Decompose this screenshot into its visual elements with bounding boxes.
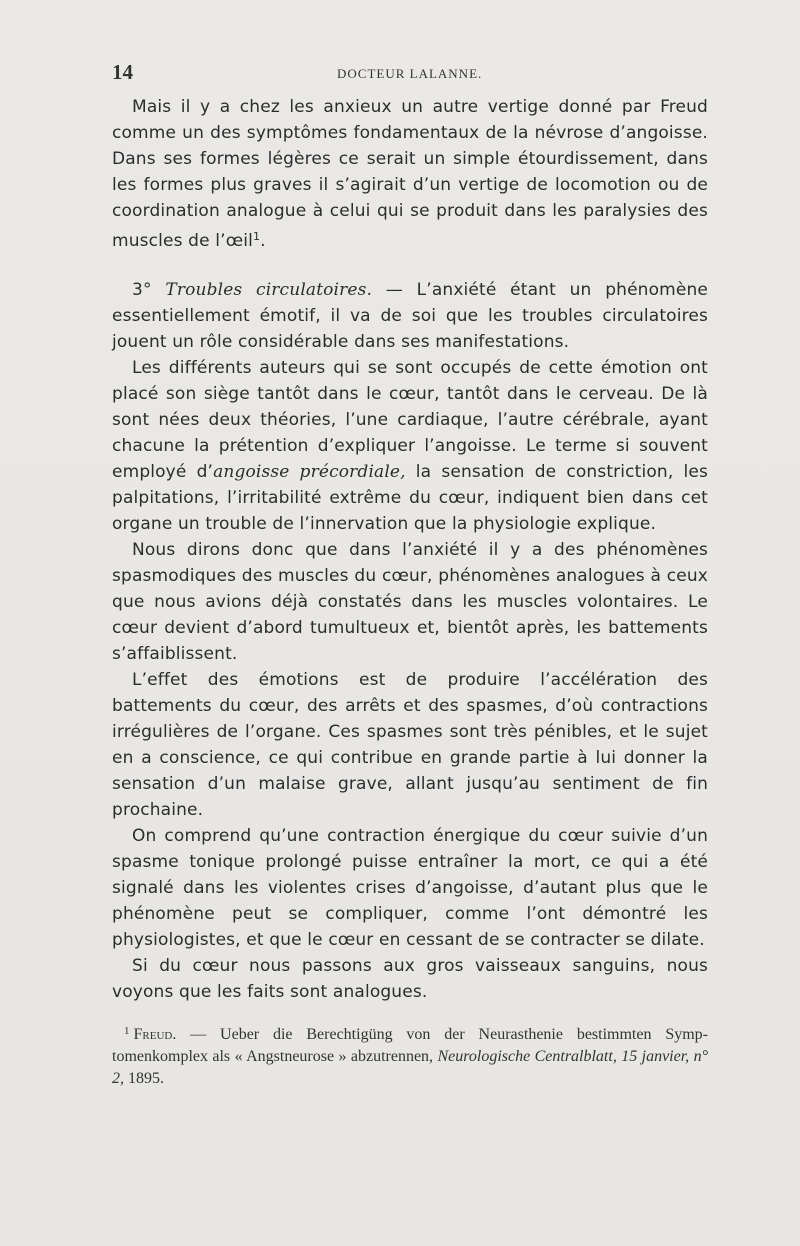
paragraph-6: On comprend qu’une contraction énergique du cœur suivie d’un spasme tonique prolongé puisse entraîner la mort, ce qui a été signalé dans les violentes crises d’angoisse, d’autant plus que le phénomène peut se compliquer, comme l’ont démontré les physiologistes, et que le cœur en cessant de se contracter se dilate.: [112, 826, 708, 950]
footnote-mark: 1: [124, 1025, 130, 1037]
footnote-reference[interactable]: 1: [253, 230, 261, 243]
paragraph-4: Nous dirons donc que dans l’anxiété il y a des phénomènes spasmodiques des muscles du cœur, phénomènes analogues à ceux que nous avions déjà constatés dans les muscles volontaires. Le cœur devient d’abord tumultueux et, bientôt après, les battements s’affaiblissent.: [112, 540, 708, 664]
section-number: 3°: [132, 280, 166, 300]
section-heading: Troubles circulatoires.: [165, 280, 373, 300]
paragraph-1-end: .: [260, 231, 266, 251]
footnote-year: 1895.: [124, 1070, 164, 1087]
footnote-author: Freud.: [133, 1026, 177, 1043]
paragraph-5: L’effet des émotions est de produire l’accélération des battements du cœur, des arrêts et des spasmes, d’où contractions irrégulières de l’organe. Ces spasmes sont très pénibles, et le sujet en a conscience, ce qui contribue en grande partie à lui donner la sensation d’un malaise grave, allant jusqu’au sentiment de fin prochaine.: [112, 670, 708, 820]
footnote-journal: Neurologische Centralblatt, 15 janvier, n° 2,: [112, 1048, 708, 1087]
paragraph-2: [112, 277, 708, 355]
paragraph-3: [112, 355, 708, 537]
emphasis-term: angoisse précordiale,: [213, 462, 406, 482]
footnotes: [112, 1020, 708, 1090]
paragraph-2-text: — L’anxiété étant un phénomène essentiellement émotif, il va de soi que les troubles circulatoires jouent un rôle considérable dans ses manifestations.: [112, 280, 709, 352]
body-text: [112, 94, 708, 1005]
footnote-1: [112, 1020, 708, 1090]
page-number: 14: [112, 60, 133, 84]
running-head: [112, 60, 712, 86]
paragraph-3-before: Les différents auteurs qui se sont occupés de cette émotion ont placé son siège tantôt dans le cœur, tantôt dans le cerveau. De là sont nées deux théories, l’une cardiaque, l’autre cérébrale, ayant chacune la prétention d’expliquer l’angoisse. Le terme si souvent employé d’: [112, 358, 708, 482]
footnote-text: — Ueber die Berechtigüng von der Neurasthenie bestimmten Symptomenkomplex als « Angstneurose » abzutrennen,: [112, 1026, 708, 1065]
paragraph-1-text: Mais il y a chez les anxieux un autre vertige donné par Freud comme un des symptômes fondamentaux de la névrose d’angoisse. Dans ses formes légères ce serait un simple étourdissement, dans les formes plus graves il s’agirait d’un vertige de locomotion ou de coordination analogue à celui qui se produit dans les paralysies des muscles de l’œil: [112, 97, 708, 251]
paragraph-1: [112, 94, 708, 254]
paragraph-3-after: la sensation de constriction, les palpitations, l’irritabilité extrême du cœur, indiquent bien dans cet organe un trouble de l’innervation que la physiologie explique.: [112, 462, 708, 534]
running-title: DOCTEUR LALANNE.: [337, 66, 483, 81]
paragraph-7: Si du cœur nous passons aux gros vaisseaux sanguins, nous voyons que les faits sont analogues.: [112, 956, 708, 1002]
